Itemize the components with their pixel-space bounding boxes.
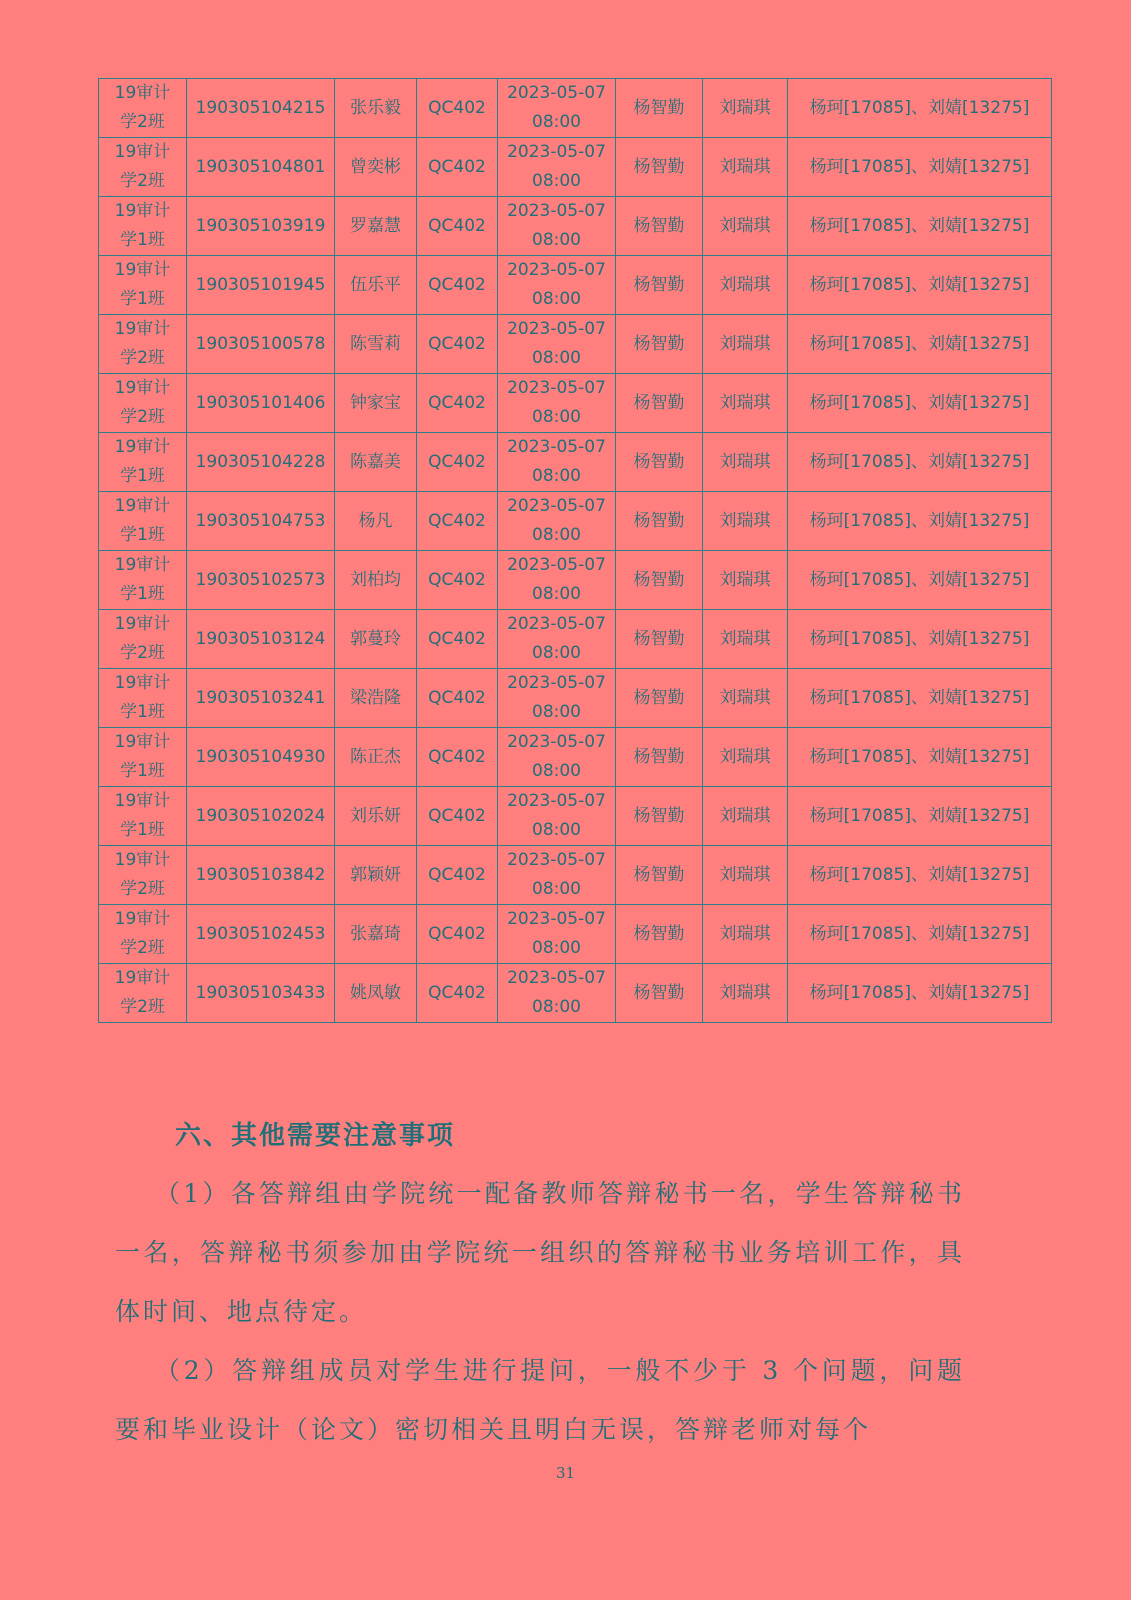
name-cell: 陈雪莉 [335,315,417,374]
class-cell: 19审计 学1班 [99,492,187,551]
class-cell: 19审计 学2班 [99,138,187,197]
committee-cell: 杨珂[17085]、刘婧[13275] [788,256,1052,315]
room-cell: QC402 [417,787,498,846]
advisor-cell: 杨智勤 [616,728,703,787]
name-cell: 刘柏均 [335,551,417,610]
committee-cell: 杨珂[17085]、刘婧[13275] [788,138,1052,197]
time-cell: 2023-05-07 08:00 [498,964,616,1023]
secretary-cell: 刘瑞琪 [703,610,788,669]
secretary-cell: 刘瑞琪 [703,138,788,197]
advisor-cell: 杨智勤 [616,905,703,964]
time-cell: 2023-05-07 08:00 [498,138,616,197]
table-body [99,79,1052,1023]
advisor-cell: 杨智勤 [616,138,703,197]
committee-cell: 杨珂[17085]、刘婧[13275] [788,669,1052,728]
class-cell: 19审计 学2班 [99,905,187,964]
table-row [99,433,1052,492]
notes-section [115,1108,965,1459]
student-id-cell: 190305103919 [187,197,335,256]
class-cell: 19审计 学2班 [99,374,187,433]
name-cell: 郭蔓玲 [335,610,417,669]
time-cell: 2023-05-07 08:00 [498,197,616,256]
advisor-cell: 杨智勤 [616,197,703,256]
defense-schedule-table [98,78,1052,1023]
advisor-cell: 杨智勤 [616,79,703,138]
table-row [99,905,1052,964]
table-row [99,197,1052,256]
secretary-cell: 刘瑞琪 [703,905,788,964]
advisor-cell: 杨智勤 [616,433,703,492]
student-id-cell: 190305102024 [187,787,335,846]
table-row [99,787,1052,846]
table-row [99,256,1052,315]
advisor-cell: 杨智勤 [616,787,703,846]
secretary-cell: 刘瑞琪 [703,492,788,551]
time-cell: 2023-05-07 08:00 [498,256,616,315]
committee-cell: 杨珂[17085]、刘婧[13275] [788,79,1052,138]
table-row [99,964,1052,1023]
class-cell: 19审计 学1班 [99,787,187,846]
student-id-cell: 190305103124 [187,610,335,669]
note-paragraph-1: （1）各答辩组由学院统一配备教师答辩秘书一名，学生答辩秘书一名，答辩秘书须参加由学院统一组织的答辩秘书业务培训工作，具体时间、地点待定。 [115,1179,965,1326]
table-row [99,138,1052,197]
room-cell: QC402 [417,551,498,610]
room-cell: QC402 [417,610,498,669]
secretary-cell: 刘瑞琪 [703,315,788,374]
name-cell: 陈正杰 [335,728,417,787]
time-cell: 2023-05-07 08:00 [498,433,616,492]
student-id-cell: 190305102573 [187,551,335,610]
time-cell: 2023-05-07 08:00 [498,669,616,728]
secretary-cell: 刘瑞琪 [703,551,788,610]
room-cell: QC402 [417,846,498,905]
class-cell: 19审计 学2班 [99,79,187,138]
room-cell: QC402 [417,197,498,256]
table-row [99,669,1052,728]
time-cell: 2023-05-07 08:00 [498,79,616,138]
committee-cell: 杨珂[17085]、刘婧[13275] [788,846,1052,905]
class-cell: 19审计 学1班 [99,197,187,256]
class-cell: 19审计 学1班 [99,433,187,492]
committee-cell: 杨珂[17085]、刘婧[13275] [788,315,1052,374]
room-cell: QC402 [417,256,498,315]
committee-cell: 杨珂[17085]、刘婧[13275] [788,610,1052,669]
time-cell: 2023-05-07 08:00 [498,728,616,787]
room-cell: QC402 [417,79,498,138]
class-cell: 19审计 学2班 [99,610,187,669]
class-cell: 19审计 学1班 [99,551,187,610]
name-cell: 梁浩隆 [335,669,417,728]
secretary-cell: 刘瑞琪 [703,728,788,787]
committee-cell: 杨珂[17085]、刘婧[13275] [788,492,1052,551]
secretary-cell: 刘瑞琪 [703,787,788,846]
table-row [99,846,1052,905]
time-cell: 2023-05-07 08:00 [498,551,616,610]
name-cell: 刘乐妍 [335,787,417,846]
secretary-cell: 刘瑞琪 [703,669,788,728]
room-cell: QC402 [417,728,498,787]
student-id-cell: 190305104930 [187,728,335,787]
time-cell: 2023-05-07 08:00 [498,492,616,551]
advisor-cell: 杨智勤 [616,315,703,374]
name-cell: 陈嘉美 [335,433,417,492]
table-row [99,610,1052,669]
table-row [99,728,1052,787]
section-heading: 六、其他需要注意事项 [175,1121,456,1151]
class-cell: 19审计 学1班 [99,256,187,315]
advisor-cell: 杨智勤 [616,846,703,905]
name-cell: 杨凡 [335,492,417,551]
advisor-cell: 杨智勤 [616,374,703,433]
secretary-cell: 刘瑞琪 [703,964,788,1023]
student-id-cell: 190305104215 [187,79,335,138]
room-cell: QC402 [417,492,498,551]
name-cell: 钟家宝 [335,374,417,433]
name-cell: 张乐毅 [335,79,417,138]
class-cell: 19审计 学2班 [99,964,187,1023]
advisor-cell: 杨智勤 [616,610,703,669]
time-cell: 2023-05-07 08:00 [498,905,616,964]
name-cell: 曾奕彬 [335,138,417,197]
secretary-cell: 刘瑞琪 [703,256,788,315]
student-id-cell: 190305101406 [187,374,335,433]
class-cell: 19审计 学1班 [99,669,187,728]
advisor-cell: 杨智勤 [616,492,703,551]
room-cell: QC402 [417,669,498,728]
room-cell: QC402 [417,138,498,197]
name-cell: 张嘉琦 [335,905,417,964]
student-id-cell: 190305102453 [187,905,335,964]
room-cell: QC402 [417,374,498,433]
student-id-cell: 190305101945 [187,256,335,315]
table-row [99,79,1052,138]
table-row [99,492,1052,551]
advisor-cell: 杨智勤 [616,669,703,728]
name-cell: 伍乐平 [335,256,417,315]
student-id-cell: 190305100578 [187,315,335,374]
time-cell: 2023-05-07 08:00 [498,315,616,374]
table-row [99,315,1052,374]
advisor-cell: 杨智勤 [616,964,703,1023]
committee-cell: 杨珂[17085]、刘婧[13275] [788,728,1052,787]
class-cell: 19审计 学2班 [99,315,187,374]
student-id-cell: 190305104753 [187,492,335,551]
committee-cell: 杨珂[17085]、刘婧[13275] [788,197,1052,256]
committee-cell: 杨珂[17085]、刘婧[13275] [788,433,1052,492]
student-id-cell: 190305103433 [187,964,335,1023]
advisor-cell: 杨智勤 [616,256,703,315]
room-cell: QC402 [417,905,498,964]
committee-cell: 杨珂[17085]、刘婧[13275] [788,905,1052,964]
room-cell: QC402 [417,433,498,492]
table-row [99,374,1052,433]
committee-cell: 杨珂[17085]、刘婧[13275] [788,551,1052,610]
student-id-cell: 190305103842 [187,846,335,905]
student-id-cell: 190305103241 [187,669,335,728]
secretary-cell: 刘瑞琪 [703,197,788,256]
secretary-cell: 刘瑞琪 [703,374,788,433]
committee-cell: 杨珂[17085]、刘婧[13275] [788,374,1052,433]
note-paragraph-2: （2）答辩组成员对学生进行提问，一般不少于 3 个问题，问题要和毕业设计（论文）密切相关且明白无误，答辩老师对每个 [115,1356,965,1444]
secretary-cell: 刘瑞琪 [703,433,788,492]
time-cell: 2023-05-07 08:00 [498,610,616,669]
time-cell: 2023-05-07 08:00 [498,846,616,905]
room-cell: QC402 [417,315,498,374]
committee-cell: 杨珂[17085]、刘婧[13275] [788,787,1052,846]
name-cell: 罗嘉慧 [335,197,417,256]
class-cell: 19审计 学1班 [99,728,187,787]
committee-cell: 杨珂[17085]、刘婧[13275] [788,964,1052,1023]
time-cell: 2023-05-07 08:00 [498,374,616,433]
class-cell: 19审计 学2班 [99,846,187,905]
name-cell: 姚凤敏 [335,964,417,1023]
room-cell: QC402 [417,964,498,1023]
time-cell: 2023-05-07 08:00 [498,787,616,846]
page-number: 31 [555,1464,576,1482]
secretary-cell: 刘瑞琪 [703,846,788,905]
advisor-cell: 杨智勤 [616,551,703,610]
student-id-cell: 190305104801 [187,138,335,197]
name-cell: 郭颖妍 [335,846,417,905]
student-id-cell: 190305104228 [187,433,335,492]
secretary-cell: 刘瑞琪 [703,79,788,138]
table-row [99,551,1052,610]
